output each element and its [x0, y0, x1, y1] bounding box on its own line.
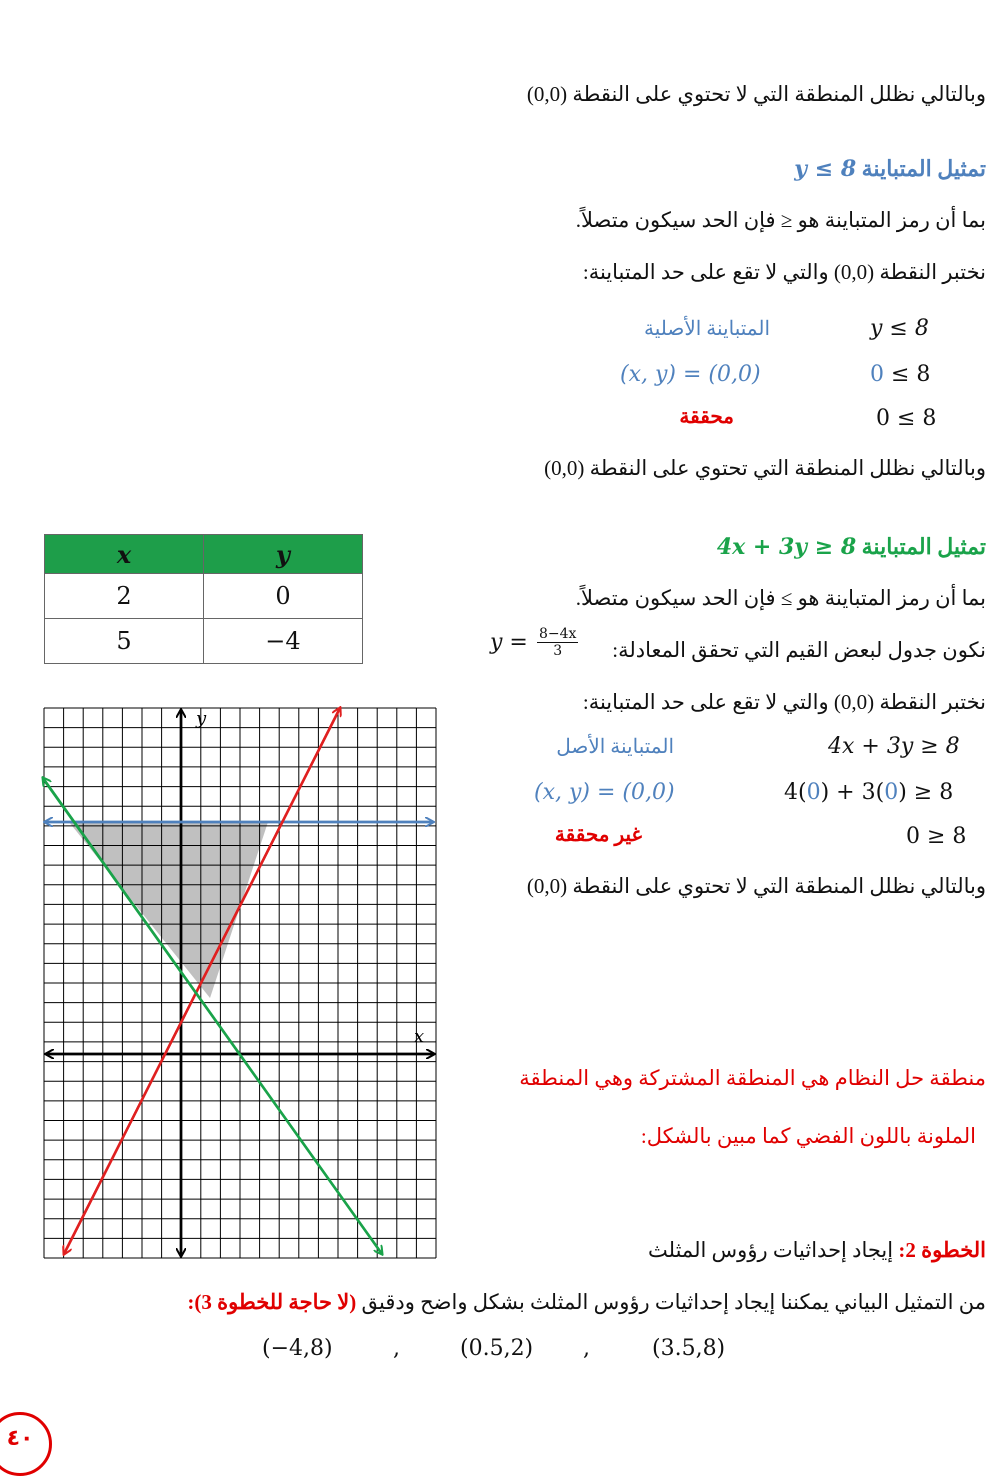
- section3-row3-math: 0 ≥ 8: [906, 824, 967, 849]
- solution-region-line1: منطقة حل النظام هي المنطقة المشتركة وهي المنطقة: [519, 1066, 986, 1090]
- section3-heading: [717, 534, 986, 560]
- vertex-1: (3.5,8): [652, 1336, 726, 1361]
- section2-row3-math: 0 ≤ 8: [876, 406, 937, 431]
- section3-row1-label: المتباينة الأصل: [556, 736, 674, 758]
- section3-row2-b: ) + 3(: [820, 780, 885, 805]
- section2-row2-rest: ≤ 8: [884, 362, 931, 387]
- table-cell: 0: [204, 574, 363, 619]
- table-cell: 5: [45, 619, 204, 664]
- section2-row2-math: [870, 362, 930, 387]
- solution-region-line2: الملونة باللون الفضي كما مبين بالشكل:: [640, 1124, 976, 1148]
- step2-label: الخطوة 2:: [898, 1238, 986, 1262]
- section3-eq-den: 3: [553, 643, 563, 659]
- section1-conclusion: وبالتالي نظلل المنطقة التي لا تحتوي على النقطة (0,0): [526, 82, 986, 106]
- values-table-header: [45, 535, 363, 574]
- y-axis-label: y: [196, 708, 207, 729]
- section3-row2-a: 4(: [784, 780, 807, 805]
- section3-line1: بما أن رمز المتباينة هو ≥ فإن الحد سيكون متصلاً.: [575, 586, 986, 610]
- section3-line2: نكون جدول لبعض القيم التي تحقق المعادلة:: [612, 638, 986, 662]
- section2-row2-label: (x, y) = (0,0): [620, 362, 761, 387]
- section3-eq-lhs: y =: [490, 630, 528, 655]
- table-cell: −4: [204, 619, 363, 664]
- section3-row2-c: ) ≥ 8: [898, 780, 954, 805]
- step2-body-text: من التمثيل البياني يمكننا إيجاد إحداثيات رؤوس المثلث بشكل واضح ودقيق: [361, 1290, 986, 1314]
- section3-heading-text: تمثيل المتباينة: [861, 534, 986, 559]
- step2-text: إيجاد إحداثيات رؤوس المثلث: [648, 1238, 894, 1262]
- section2-row1-label: المتباينة الأصلية: [643, 318, 770, 340]
- values-table: [44, 534, 363, 664]
- step2-line: [648, 1238, 986, 1263]
- vertex-2: (0.5,2): [460, 1336, 534, 1361]
- section3-row1-math: 4x + 3y ≥ 8: [828, 734, 960, 759]
- section3-row2-math: [784, 780, 953, 805]
- section2-line1: بما أن رمز المتباينة هو ≤ فإن الحد سيكون متصلاً.: [575, 208, 986, 232]
- values-table-header-x: x: [45, 535, 204, 574]
- vertex-separator: ,: [393, 1336, 400, 1361]
- section3-conclusion: وبالتالي نظلل المنطقة التي لا تحتوي على النقطة (0,0): [526, 874, 986, 898]
- vertex-separator: ,: [583, 1336, 590, 1361]
- step2-note: (لا حاجة للخطوة 3):: [187, 1290, 357, 1314]
- section2-row2-zero: 0: [870, 362, 884, 387]
- section3-eq-fraction: [537, 626, 578, 659]
- page-number: ٤٠: [0, 1412, 52, 1476]
- values-table-header-y: y: [204, 535, 363, 574]
- section3-eq-num: 8−4x: [538, 626, 577, 642]
- section3-row3-label: غير محققة: [554, 824, 642, 846]
- section3-heading-math: 4x + 3y ≥ 8: [716, 534, 857, 560]
- step2-body: [187, 1290, 986, 1315]
- section2-line2: نختبر النقطة (0,0) والتي لا تقع على حد المتباينة:: [582, 260, 986, 284]
- table-cell: 2: [45, 574, 204, 619]
- section2-row1-math-text: y ≤ 8: [870, 316, 929, 341]
- section3-line3: نختبر النقطة (0,0) والتي لا تقع على حد المتباينة:: [582, 690, 986, 714]
- section2-heading-math: y ≤ 8: [794, 156, 857, 182]
- section2-row3-label: محققة: [679, 406, 734, 428]
- table-row: [45, 619, 363, 664]
- section3-row2-zero2: 0: [884, 780, 899, 805]
- section2-heading-text: تمثيل المتباينة: [861, 156, 986, 181]
- section2-row1-math: [870, 316, 929, 341]
- section2-conclusion: وبالتالي نظلل المنطقة التي تحتوي على النقطة (0,0): [544, 456, 986, 480]
- section3-equation: [490, 626, 578, 659]
- vertex-3: (−4,8): [262, 1336, 333, 1361]
- section3-row2-zero1: 0: [806, 780, 821, 805]
- coordinate-graph: [40, 704, 440, 1260]
- x-axis-label: x: [414, 1026, 425, 1047]
- section2-heading: [794, 156, 986, 182]
- table-row: [45, 574, 363, 619]
- section3-row2-label: (x, y) = (0,0): [534, 780, 675, 805]
